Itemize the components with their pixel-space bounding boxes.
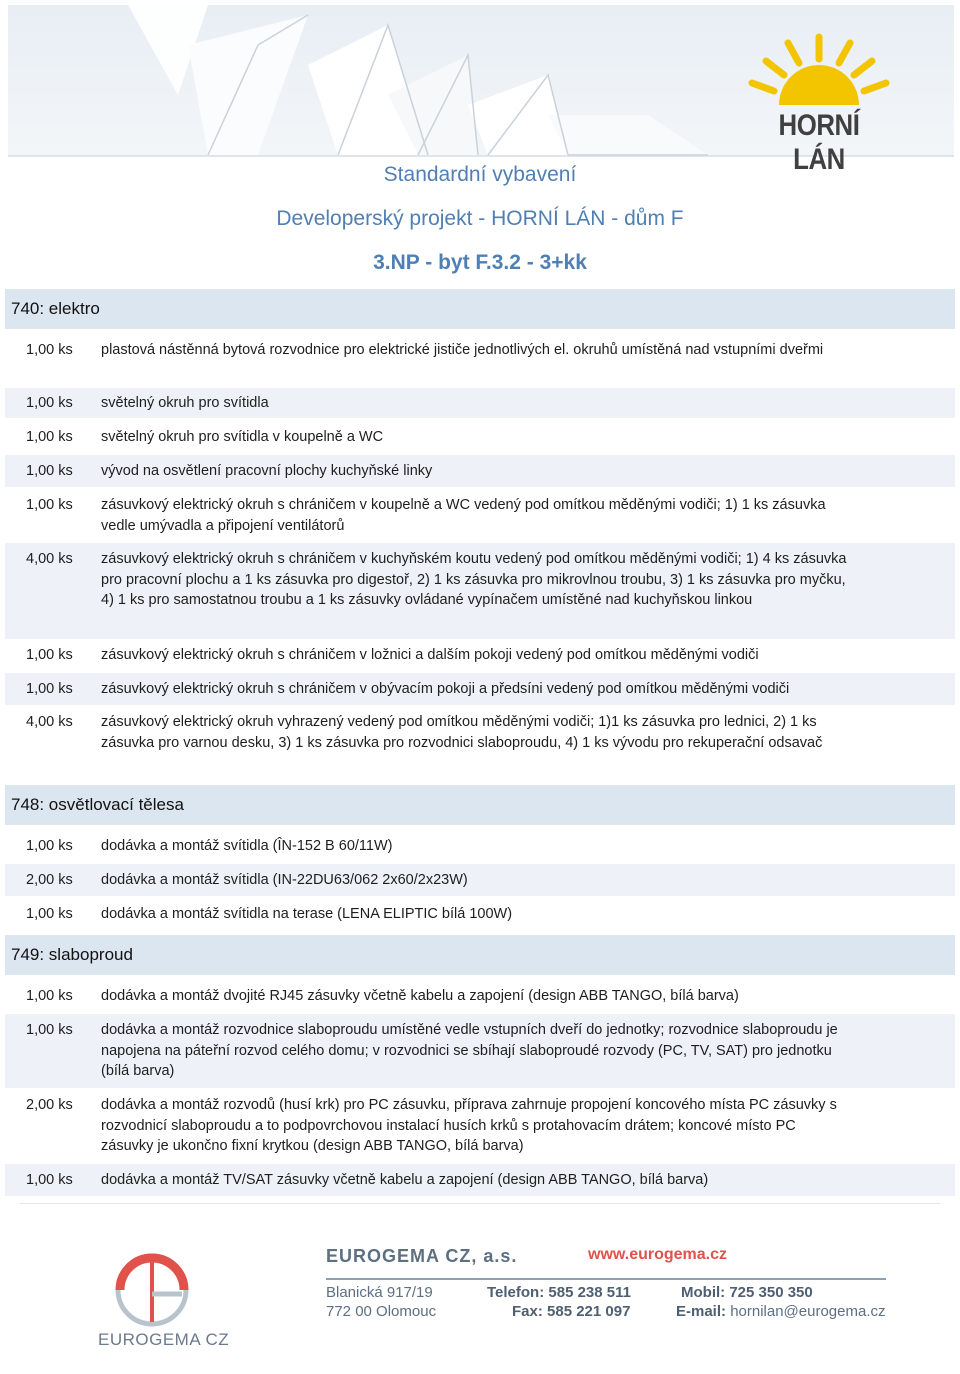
item-qty: 1,00 ks — [26, 395, 73, 411]
item-desc: zásuvkový elektrický okruh vyhrazený vedený pod omítkou měděnými vodiči; 1)1 ks zásuvka pro lednici, 2) 1 ks zásuvka pro varnou desku, 3) 1 ks zásuvka pro rozvodnici slaboproudu, 4) 1 ks vývodu pro rekuperační odsavač — [101, 714, 823, 751]
list-item — [5, 645, 955, 667]
email-row — [676, 1303, 886, 1320]
list-item — [5, 340, 955, 382]
address-street: Blanická 917/19 — [326, 1284, 433, 1301]
horni-lan-logo — [744, 33, 894, 176]
fax-row — [512, 1303, 630, 1320]
list-item — [5, 836, 955, 858]
eurogema-logo-icon — [92, 1244, 222, 1344]
section-header-slaboproud: 749: slaboproud — [5, 935, 955, 975]
sails-photo — [8, 5, 748, 155]
mobile-value: 725 350 350 — [729, 1284, 813, 1301]
list-item — [5, 712, 955, 776]
item-desc: zásuvkový elektrický okruh s chráničem v koupelně a WC vedený pod omítkou měděnými vodiči; 1) 1 ks zásuvka vedle umývadla a připojení ventilátorů — [101, 497, 826, 534]
item-qty: 1,00 ks — [26, 838, 73, 854]
item-desc: dodávka a montáž rozvodů (husí krk) pro PC zásuvku, příprava zahrnuje propojení koncového místa PC zásuvky s rozvodnicí slaboproudu a to podpovrchovou instalací husích krků s protahovacím drátem; koncové místo PC zásuvky je ukončno fixní krytkou (design ABB TANGO, bílá barva) — [101, 1097, 837, 1154]
list-item — [5, 673, 955, 705]
item-desc: dodávka a montáž svítidla na terase (LENA ELIPTIC bílá 100W) — [101, 906, 513, 922]
item-desc: dodávka a montáž svítidla (IN-22DU63/062 2x60/2x23W) — [101, 872, 468, 888]
unit-title: 3.NP - byt F.3.2 - 3+kk — [373, 251, 587, 274]
item-desc: dodávka a montáž svítidla (ÎN-152 B 60/11W) — [101, 838, 393, 854]
item-qty: 1,00 ks — [26, 906, 73, 922]
list-item — [5, 1095, 955, 1159]
item-desc: vývod na osvětlení pracovní plochy kuchyňské linky — [101, 463, 433, 479]
item-qty: 4,00 ks — [26, 551, 73, 567]
mobile-label: Mobil: — [681, 1284, 726, 1301]
page-header — [0, 0, 960, 300]
mobile-row — [681, 1284, 813, 1301]
phone-value: 585 238 511 — [548, 1284, 631, 1301]
address-city: 772 00 Olomouc — [326, 1303, 437, 1320]
list-item — [5, 904, 955, 926]
footer-rule — [326, 1278, 886, 1280]
logo-text: HORNÍ LÁN — [778, 109, 860, 176]
item-desc: zásuvkový elektrický okruh s chráničem v obývacím pokoji a předsíni vedený pod omítkou měděnými vodiči — [101, 681, 790, 697]
list-item — [5, 1014, 955, 1088]
item-qty: 1,00 ks — [26, 988, 73, 1004]
item-qty: 1,00 ks — [26, 342, 73, 358]
website-link[interactable]: www.eurogema.cz — [588, 1246, 727, 1263]
doc-title: Standardní vybavení — [383, 163, 577, 186]
company-name: EUROGEMA CZ, a.s. — [326, 1246, 518, 1266]
item-desc: dodávka a montáž dvojité RJ45 zásuvky včetně kabelu a zapojení (design ABB TANGO, bílá barva) — [101, 988, 739, 1004]
eurogema-logo-text: EUROGEMA CZ — [98, 1330, 230, 1349]
fax-value: 585 221 097 — [547, 1303, 631, 1320]
project-title: Developerský projekt - HORNÍ LÁN - dům F — [276, 207, 684, 230]
email-label: E-mail: — [676, 1303, 727, 1320]
sun-icon — [744, 33, 894, 105]
list-item — [5, 495, 955, 537]
item-qty: 1,00 ks — [26, 681, 73, 697]
list-item — [5, 1164, 955, 1196]
list-item — [5, 455, 955, 487]
fax-label: Fax: — [512, 1303, 543, 1320]
item-qty: 2,00 ks — [26, 872, 73, 888]
item-desc: zásuvkový elektrický okruh s chráničem v kuchyňském koutu vedený pod omítkou měděnými vodiči; 1) 4 ks zásuvka pro pracovní plochu a 1 ks zásuvka pro digestoř, 2) 1 ks zásuvka pro mikrovlnou troubu, 3) 1 ks zásuvka pro myčku, 4) 1 ks pro samostatnou troubu a 1 ks zásuvky ovládané vypínačem umístěné nad kuchyňskou linkou — [101, 551, 847, 608]
list-item — [5, 986, 955, 1008]
item-desc: dodávka a montáž rozvodnice slaboproudu umístěné vedle vstupních dveří do jednotky; rozvodnice slaboproudu je napojena na páteřní rozvod celého domu; v rozvodnici se sbíhají slaboproudé rozvody (PC, TV, SAT) pro jednotku (bílá barva) — [101, 1022, 838, 1079]
list-item — [5, 388, 955, 418]
phone-row — [487, 1284, 631, 1301]
item-desc: světelný okruh pro svítidla — [101, 395, 269, 411]
item-qty: 1,00 ks — [26, 429, 73, 445]
item-desc: zásuvkový elektrický okruh s chráničem v ložnici a dalším pokoji vedený pod omítkou měděnými vodiči — [101, 647, 759, 663]
item-desc: plastová nástěnná bytová rozvodnice pro elektrické jističe jednotlivých el. okruhů umístěná nad vstupními dveřmi — [101, 342, 824, 358]
item-qty: 1,00 ks — [26, 497, 73, 513]
section-header-elektro: 740: elektro — [5, 289, 955, 329]
item-qty: 4,00 ks — [26, 714, 73, 730]
list-item — [5, 543, 955, 639]
footer-divider — [20, 1203, 940, 1204]
item-qty: 1,00 ks — [26, 647, 73, 663]
item-qty: 1,00 ks — [26, 1022, 73, 1038]
item-qty: 2,00 ks — [26, 1097, 73, 1113]
email-link[interactable]: hornilan@eurogema.cz — [730, 1303, 886, 1320]
item-desc: světelný okruh pro svítidla v koupelně a WC — [101, 429, 384, 445]
item-qty: 1,00 ks — [26, 1172, 73, 1188]
item-desc: dodávka a montáž TV/SAT zásuvky včetně kabelu a zapojení (design ABB TANGO, bílá barva) — [101, 1172, 709, 1188]
list-item — [5, 427, 955, 449]
list-item — [5, 864, 955, 896]
phone-label: Telefon: — [487, 1284, 545, 1301]
section-header-osvetleni: 748: osvětlovací tělesa — [5, 785, 955, 825]
page-footer — [0, 1218, 960, 1374]
item-qty: 1,00 ks — [26, 463, 73, 479]
